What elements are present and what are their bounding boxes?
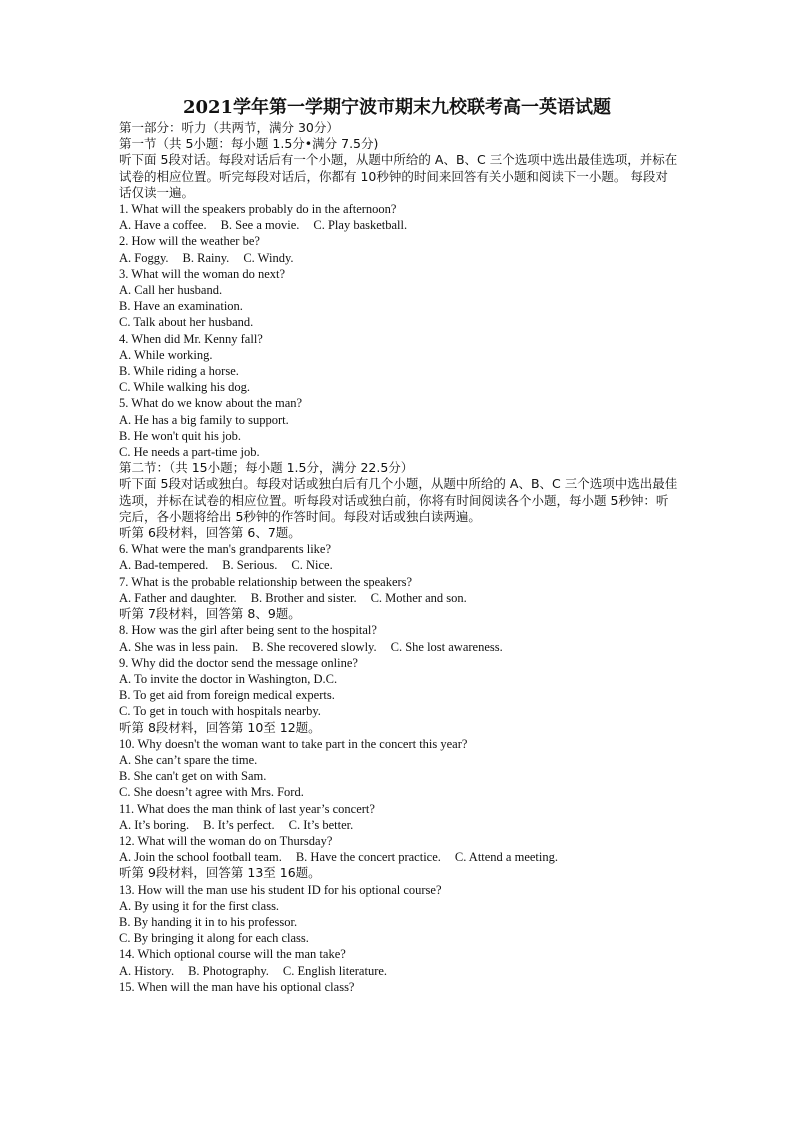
options-row <box>119 557 679 573</box>
options-row <box>119 849 679 865</box>
question-stem: 14. Which optional course will the man take? <box>119 947 346 962</box>
option-b: B. He won't quit his job. <box>119 428 242 443</box>
option-c: C. She doesn’t agree with Mrs. Ford. <box>119 785 304 800</box>
option-a: A. By using it for the first class. <box>119 898 280 913</box>
question-stem: 1. What will the speakers probably do in the afternoon? <box>119 202 397 217</box>
page-title: 2021学年第一学期宁波市期末九校联考高一英语试题 <box>182 97 612 118</box>
question-stem: 15. When will the man have his optional class? <box>119 979 355 994</box>
option-c: C. Play basketball. <box>313 218 408 233</box>
material-heading: 听第 7段材料，回答第 8、9题。 <box>119 606 301 622</box>
option-c: C. Windy. <box>243 250 294 265</box>
options-row <box>119 250 679 266</box>
option-a: A. Call her husband. <box>119 283 223 298</box>
option-b: B. Brother and sister. <box>250 590 357 605</box>
option-a: A. She was in less pain. <box>119 639 239 654</box>
option-b: B. She can't get on with Sam. <box>119 769 267 784</box>
option-a: A. History. <box>119 963 175 978</box>
options-row <box>119 963 679 979</box>
option-c: C. Mother and son. <box>370 590 467 605</box>
option-c: C. She lost awareness. <box>390 639 503 654</box>
option-c: C. While walking his dog. <box>119 380 251 395</box>
option-a: A. Father and daughter. <box>119 590 237 605</box>
material-heading: 听第 6段材料，回答第 6、7题。 <box>119 525 301 541</box>
exam-body <box>119 120 679 995</box>
question-stem: 13. How will the man use his student ID for his optional course? <box>119 882 442 897</box>
option-a: A. Bad-tempered. <box>119 558 209 573</box>
option-b: B. Rainy. <box>182 250 230 265</box>
option-a: A. Have a coffee. <box>119 218 207 233</box>
option-b: B. While riding a horse. <box>119 364 239 379</box>
question-stem: 8. How was the girl after being sent to the hospital? <box>119 623 377 638</box>
options-row <box>119 217 679 233</box>
material-heading: 听第 8段材料，回答第 10至 12题。 <box>119 719 321 735</box>
option-a: A. While working. <box>119 347 213 362</box>
option-a: A. He has a big family to support. <box>119 412 289 427</box>
question-stem: 12. What will the woman do on Thursday? <box>119 833 333 848</box>
question-stem: 5. What do we know about the man? <box>119 396 303 411</box>
option-b: B. She recovered slowly. <box>252 639 377 654</box>
option-c: C. By bringing it along for each class. <box>119 931 309 946</box>
section2-heading: 第二节：（共 15小题；每小题 1.5分，满分 22.5分） <box>119 460 414 476</box>
question-stem: 9. Why did the doctor send the message online? <box>119 655 358 670</box>
option-a: A. She can’t spare the time. <box>119 752 258 767</box>
section2-instructions: 听下面 5段对话或独白。每段对话或独白后有几个小题，从题中所给的 A、B、C 三个选项中选出最佳选项，并标在试卷的相应位置。听每段对话或独白前，你将有时间阅读各个小题，每小题 5秒钟：听完后，各小题将给出 5秒钟的作答时间。每段对话或独白读两遍。 <box>119 476 678 524</box>
option-c: C. Nice. <box>291 558 333 573</box>
part1-heading: 第一部分：听力（共两节，满分 30分） <box>119 120 339 135</box>
option-b: B. Have an examination. <box>119 299 243 314</box>
question-stem: 7. What is the probable relationship between the speakers? <box>119 574 413 589</box>
question-stem: 10. Why doesn't the woman want to take part in the concert this year? <box>119 736 468 751</box>
option-c: C. He needs a part-time job. <box>119 445 260 460</box>
options-row <box>119 817 679 833</box>
option-b: B. Have the concert practice. <box>295 850 441 865</box>
options-row <box>119 639 679 655</box>
material-heading: 听第 9段材料，回答第 13至 16题。 <box>119 865 321 881</box>
option-a: A. It’s boring. <box>119 817 190 832</box>
question-stem: 6. What were the man's grandparents like? <box>119 542 332 557</box>
options-row <box>119 590 679 606</box>
option-b: B. To get aid from foreign medical experts. <box>119 688 335 703</box>
question-stem: 2. How will the weather be? <box>119 234 260 249</box>
option-b: B. It’s perfect. <box>203 817 275 832</box>
option-c: C. Attend a meeting. <box>454 850 558 865</box>
section1-heading: 第一节（共 5小题：每小题 1.5分•满分 7.5分) <box>119 136 379 152</box>
section1-instructions: 听下面 5段对话。每段对话后有一个小题，从题中所给的 A、B、C 三个选项中选出最佳选项，并标在试卷的相应位置。听完每段对话后，你都有 10秒钟的时间来回答有关小题和阅读下一小题。 每段对话仅读一遍。 <box>119 152 678 200</box>
option-b: B. By handing it in to his professor. <box>119 914 298 929</box>
option-c: C. English literature. <box>282 963 388 978</box>
option-c: C. To get in touch with hospitals nearby. <box>119 704 321 719</box>
option-c: C. Talk about her husband. <box>119 315 254 330</box>
question-stem: 4. When did Mr. Kenny fall? <box>119 331 263 346</box>
question-stem: 11. What does the man think of last year’s concert? <box>119 801 375 816</box>
option-c: C. It’s better. <box>288 817 354 832</box>
option-b: B. See a movie. <box>220 218 300 233</box>
option-b: B. Serious. <box>222 558 278 573</box>
option-b: B. Photography. <box>188 963 269 978</box>
option-a: A. Join the school football team. <box>119 850 282 865</box>
question-stem: 3. What will the woman do next? <box>119 266 286 281</box>
option-a: A. Foggy. <box>119 250 169 265</box>
option-a: A. To invite the doctor in Washington, D.C. <box>119 671 338 686</box>
